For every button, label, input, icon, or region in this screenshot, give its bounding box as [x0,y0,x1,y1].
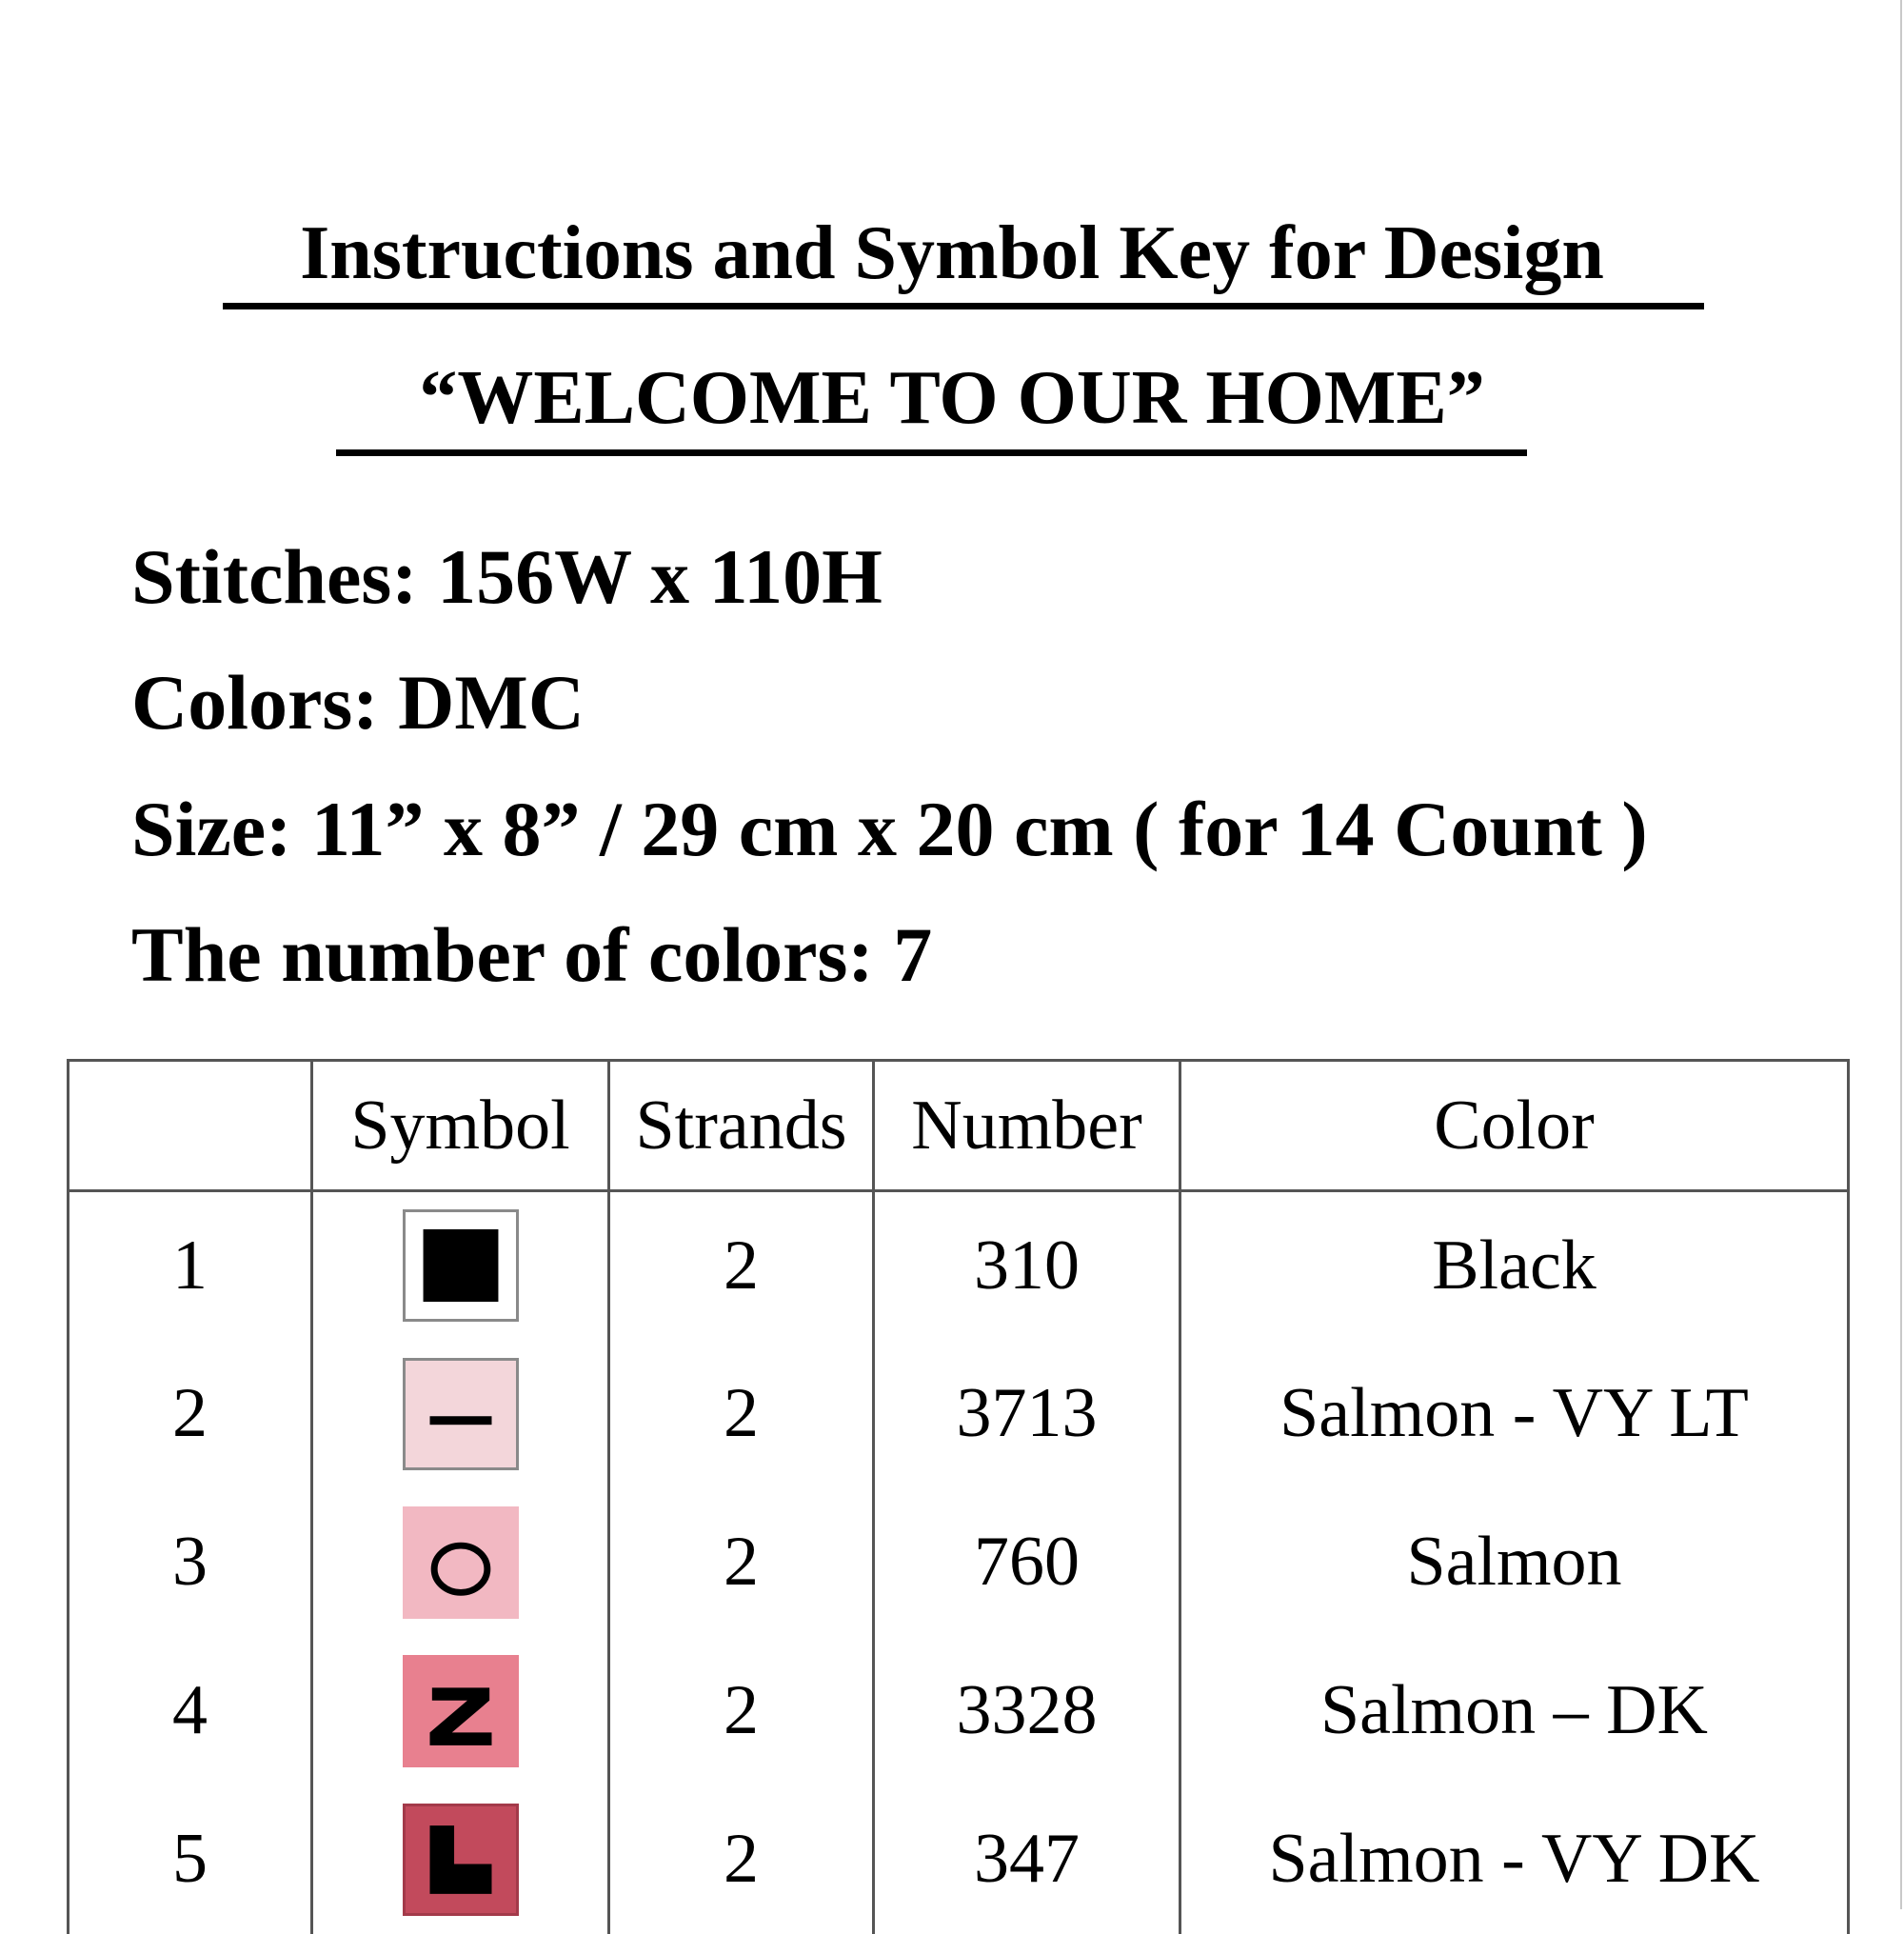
symbol-cell [312,1488,609,1637]
letter-z-icon [403,1655,519,1767]
symbol-cell [312,1637,609,1785]
table-row [69,1340,1849,1488]
header-symbol: Symbol [312,1061,609,1191]
colors-spec: Colors: DMC [131,659,585,746]
header-strands: Strands [609,1061,874,1191]
l-shape-icon [403,1804,519,1916]
row-index: 4 [69,1637,312,1785]
design-name: “WELCOME TO OUR HOME” [419,356,1485,440]
size-spec: Size: 11” x 8” / 29 cm x 20 cm ( for 14 Count ) [131,786,1648,872]
symbol-cell [312,1785,609,1934]
table-row [69,1191,1849,1340]
title-underline [223,303,1704,309]
document-title: Instructions and Symbol Key for Design [300,211,1604,295]
number-of-colors-spec: The number of colors: 7 [131,911,933,998]
circle-icon [403,1506,519,1619]
row-index: 3 [69,1488,312,1637]
row-index: 1 [69,1191,312,1340]
header-number: Number [874,1061,1180,1191]
table-header-row [69,1061,1849,1191]
color-cell: Black [1180,1191,1849,1340]
number-cell: 760 [874,1488,1180,1637]
strands-cell: 2 [609,1637,874,1785]
number-cell: 3328 [874,1637,1180,1785]
row-index: 5 [69,1785,312,1934]
color-cell: Salmon - VY DK [1180,1785,1849,1934]
color-cell: Salmon [1180,1488,1849,1637]
dash-icon [403,1358,519,1470]
number-cell: 310 [874,1191,1180,1340]
stitches-spec: Stitches: 156W x 110H [131,533,883,620]
header-color: Color [1180,1061,1849,1191]
table-row [69,1785,1849,1934]
color-cell: Salmon – DK [1180,1637,1849,1785]
design-name-underline [336,449,1527,456]
symbol-cell [312,1191,609,1340]
strands-cell: 2 [609,1785,874,1934]
color-cell: Salmon - VY LT [1180,1340,1849,1488]
number-cell: 347 [874,1785,1180,1934]
filled-square-icon [403,1209,519,1322]
strands-cell: 2 [609,1340,874,1488]
number-cell: 3713 [874,1340,1180,1488]
strands-cell: 2 [609,1191,874,1340]
symbol-key-table [67,1059,1850,1934]
header-index [69,1061,312,1191]
table-row [69,1488,1849,1637]
symbol-cell [312,1340,609,1488]
row-index: 2 [69,1340,312,1488]
strands-cell: 2 [609,1488,874,1637]
table-row [69,1637,1849,1785]
